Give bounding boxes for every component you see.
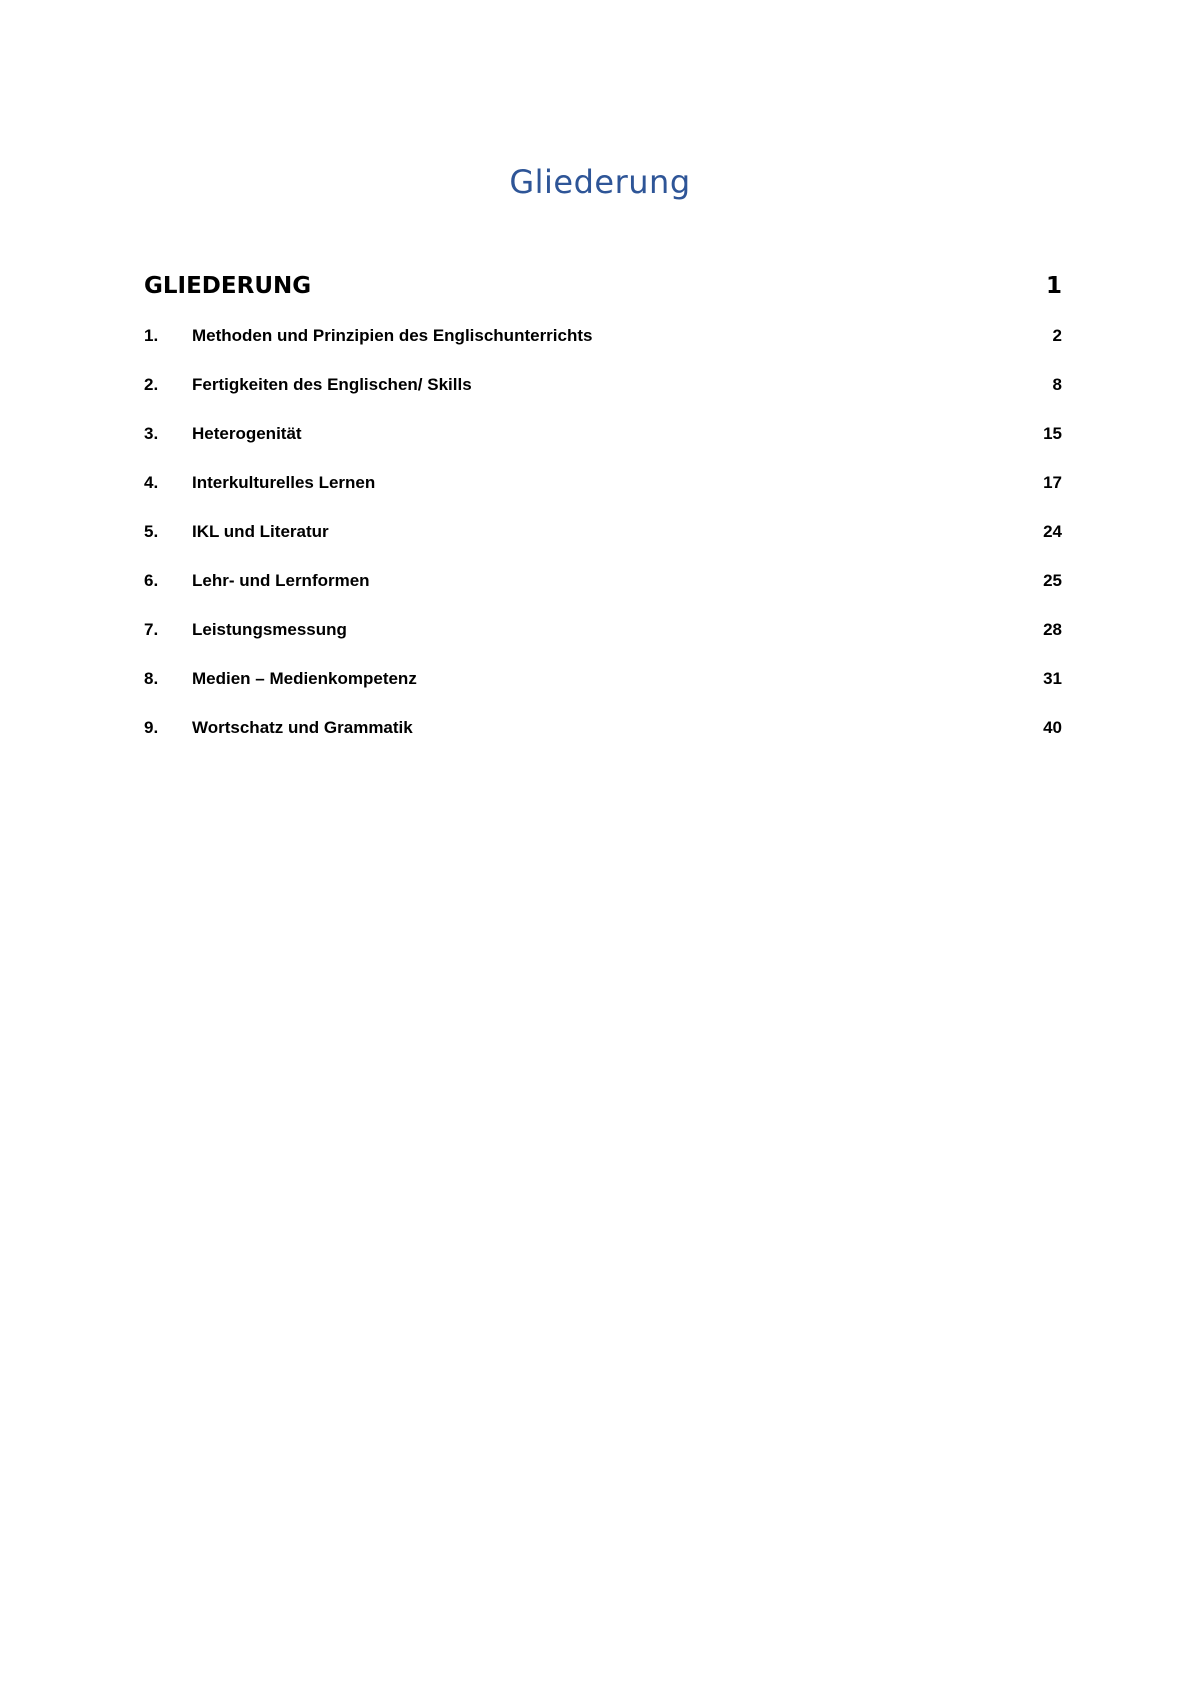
toc-entry-number: 1. <box>144 326 159 345</box>
toc-entry-page-number: 2 <box>1052 326 1062 345</box>
toc-heading-page-number: 1 <box>1045 273 1062 299</box>
toc-entry[interactable] <box>144 616 1062 665</box>
toc-entry[interactable] <box>144 567 1062 616</box>
toc-entry-title: Fertigkeiten des Englischen/ Skills <box>192 375 472 394</box>
toc-entry-title: Interkulturelles Lernen <box>192 473 376 492</box>
toc-entry-number: 5. <box>144 522 159 541</box>
toc-entry-page-number: 8 <box>1052 375 1062 394</box>
toc-entry-number: 8. <box>144 669 159 688</box>
toc-entry-page-number: 40 <box>1043 718 1062 737</box>
toc-entry-page-number: 17 <box>1043 473 1062 492</box>
toc-entry-page-number: 25 <box>1043 571 1062 590</box>
toc-heading-label: GLIEDERUNG <box>144 273 312 299</box>
toc-entry-page-number: 15 <box>1043 424 1062 443</box>
toc-entry-number: 3. <box>144 424 159 443</box>
toc-entry[interactable] <box>144 322 1062 371</box>
toc-entry-title: Wortschatz und Grammatik <box>192 718 413 737</box>
toc-entry-page-number: 24 <box>1043 522 1062 541</box>
toc-entry[interactable] <box>144 518 1062 567</box>
toc-entry-number: 2. <box>144 375 159 394</box>
toc-entry-title: IKL und Literatur <box>192 522 329 541</box>
toc-entry[interactable] <box>144 469 1062 518</box>
page-title: Gliederung <box>509 163 691 201</box>
toc-entry[interactable] <box>144 714 1062 763</box>
toc-entry-page-number: 28 <box>1043 620 1062 639</box>
toc-entry-page-number: 31 <box>1043 669 1062 688</box>
toc-entry-list <box>144 322 1062 763</box>
table-of-contents <box>144 0 1062 1698</box>
toc-entry-number: 4. <box>144 473 159 492</box>
toc-entry-number: 7. <box>144 620 159 639</box>
toc-entry[interactable] <box>144 665 1062 714</box>
toc-entry-title: Medien – Medienkompetenz <box>192 669 417 688</box>
toc-entry-title: Lehr- und Lernformen <box>192 571 370 590</box>
toc-heading-row[interactable] <box>144 269 1062 303</box>
toc-entry[interactable] <box>144 420 1062 469</box>
toc-entry-title: Heterogenität <box>192 424 302 443</box>
toc-entry[interactable] <box>144 371 1062 420</box>
toc-entry-number: 9. <box>144 718 159 737</box>
toc-entry-number: 6. <box>144 571 159 590</box>
toc-entry-title: Leistungsmessung <box>192 620 347 639</box>
toc-entry-title: Methoden und Prinzipien des Englischunterrichts <box>192 326 593 345</box>
